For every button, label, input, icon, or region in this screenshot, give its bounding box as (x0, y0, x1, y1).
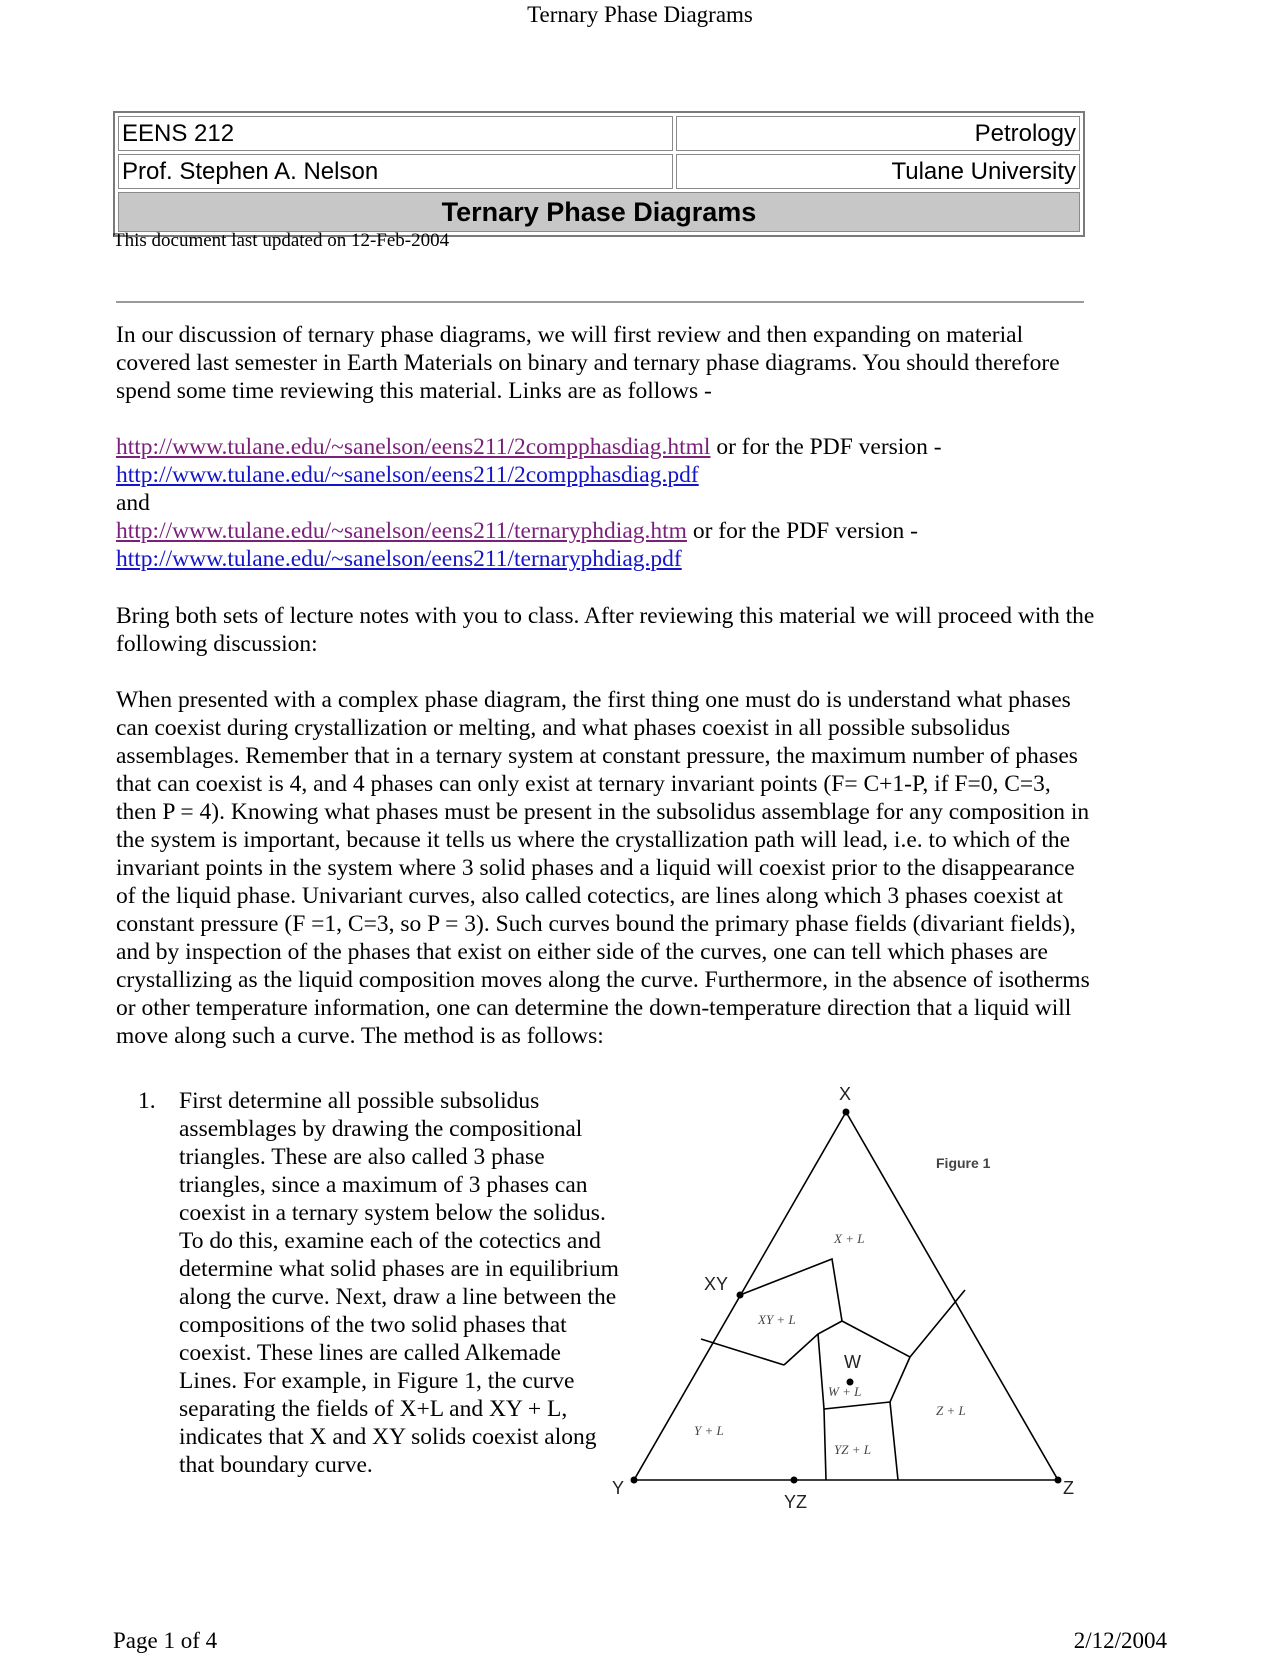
label-field-x-l: X + L (834, 1231, 865, 1246)
label-field-w-l: W + L (828, 1384, 862, 1399)
instructor-name: Prof. Stephen A. Nelson (118, 154, 673, 189)
vertex-x-point (843, 1109, 850, 1116)
label-point-xy: XY (704, 1274, 729, 1294)
step-1-text: First determine all possible subsolidus assemblages by drawing the compositional triangles. These are also called 3 phase triangles, since a maximum of 3 phases can coexist in a ternary system below the solidus. To do this, examine each of the cotectics and determine what solid phases are in equilibrium along the curve. Next, draw a line between the compositions of the two solid phases that coexist. These lines are called Alkemade Lines. For example, in Figure 1, the curve separating the fields of X+L and XY + L, indicates that X and XY solids coexist along that boundary curve. (179, 1088, 619, 1478)
label-field-z-l: Z + L (936, 1403, 966, 1418)
course-subject: Petrology (676, 116, 1080, 151)
discussion-intro-paragraph: Bring both sets of lecture notes with you to class. After reviewing this material we will proceed with the following discussion: (116, 603, 1095, 657)
link-ternary-html[interactable]: http://www.tulane.edu/~sanelson/eens211/ternaryphdiag.htm (116, 518, 687, 544)
step-1-number: 1. (138, 1088, 156, 1114)
boundary-y-xy (701, 1339, 784, 1365)
course-header-table (113, 111, 1085, 237)
label-field-y-l: Y + L (694, 1423, 724, 1438)
intro-paragraph: In our discussion of ternary phase diagrams, we will first review and then expanding on material covered last semester in Earth Materials on binary and ternary phase diagrams. You should therefore spend some time reviewing this material. Links are as follows - (116, 322, 1060, 404)
link-binary-html[interactable]: http://www.tulane.edu/~sanelson/eens211/2compphasdiag.html (116, 434, 711, 460)
label-field-xy-l: XY + L (758, 1312, 796, 1327)
institution-name: Tulane University (676, 154, 1080, 189)
method-paragraph: When presented with a complex phase diagram, the first thing one must do is understand what phases can coexist during crystallization or melting, and what phases coexist in all possible subsolidus assemblages. Remember that in a ternary system at constant pressure, the maximum number of phases that can coexist is 4, and 4 phases can only exist at ternary invariant points (F= C+1-P, if F=0, C=3, then P = 4). Knowing what phases must be present in the subsolidus assemblage for any composition in the system is important, because it tells us where the crystallization path will lead, i.e. to which of the invariant points in the system where 3 solid phases and a liquid will coexist prior to the disappearance of the liquid phase. Univariant curves, also called cotectics, are lines along which 3 phases coexist at constant pressure (F =1, C=3, so P = 3). Such curves bound the primary phase fields (divariant fields), and by inspection of the phases that exist on either side of the curves, one can tell which phases are crystallizing as the liquid composition moves along the curve. Furthermore, in the absence of isotherms or other temperature information, one can determine the down-temperature direction that a liquid will move along such a curve. The method is as follows: (116, 687, 1090, 1049)
horizontal-divider (116, 301, 1084, 303)
figure-caption: Figure 1 (936, 1155, 991, 1171)
label-vertex-x: X (839, 1084, 852, 1104)
link-pdf-note-1: or for the PDF version - (710, 434, 942, 460)
vertex-z-point (1055, 1477, 1062, 1484)
link-pdf-note-2: or for the PDF version - (686, 518, 918, 544)
vertex-y-point (631, 1477, 638, 1484)
point-yz-marker (791, 1477, 798, 1484)
reference-links (116, 433, 1096, 573)
label-point-yz: YZ (784, 1492, 808, 1512)
footer-page-number: Page 1 of 4 (113, 1628, 218, 1653)
boundary-z-yz (890, 1402, 898, 1480)
link-binary-pdf[interactable]: http://www.tulane.edu/~sanelson/eens211/2compphasdiag.pdf (116, 462, 699, 488)
last-updated-note: This document last updated on 12-Feb-2004 (113, 230, 450, 251)
ternary-phase-diagram-figure (608, 1078, 1098, 1518)
page-title: Ternary Phase Diagrams (118, 192, 1080, 232)
point-xy-marker (737, 1292, 744, 1299)
links-and: and (116, 490, 150, 516)
boundary-yz (824, 1409, 826, 1480)
label-vertex-z: Z (1063, 1478, 1074, 1498)
boundary-x-z (842, 1290, 965, 1357)
footer-print-date: 2/12/2004 (1073, 1628, 1167, 1653)
boundary-xy-y (784, 1321, 842, 1365)
link-ternary-pdf[interactable]: http://www.tulane.edu/~sanelson/eens211/ternaryphdiag.pdf (116, 546, 682, 572)
course-code: EENS 212 (118, 116, 673, 151)
label-point-w: W (844, 1352, 861, 1372)
print-header-title: Ternary Phase Diagrams (527, 2, 753, 27)
label-vertex-y: Y (612, 1478, 625, 1498)
label-field-yz-l: YZ + L (834, 1442, 871, 1457)
